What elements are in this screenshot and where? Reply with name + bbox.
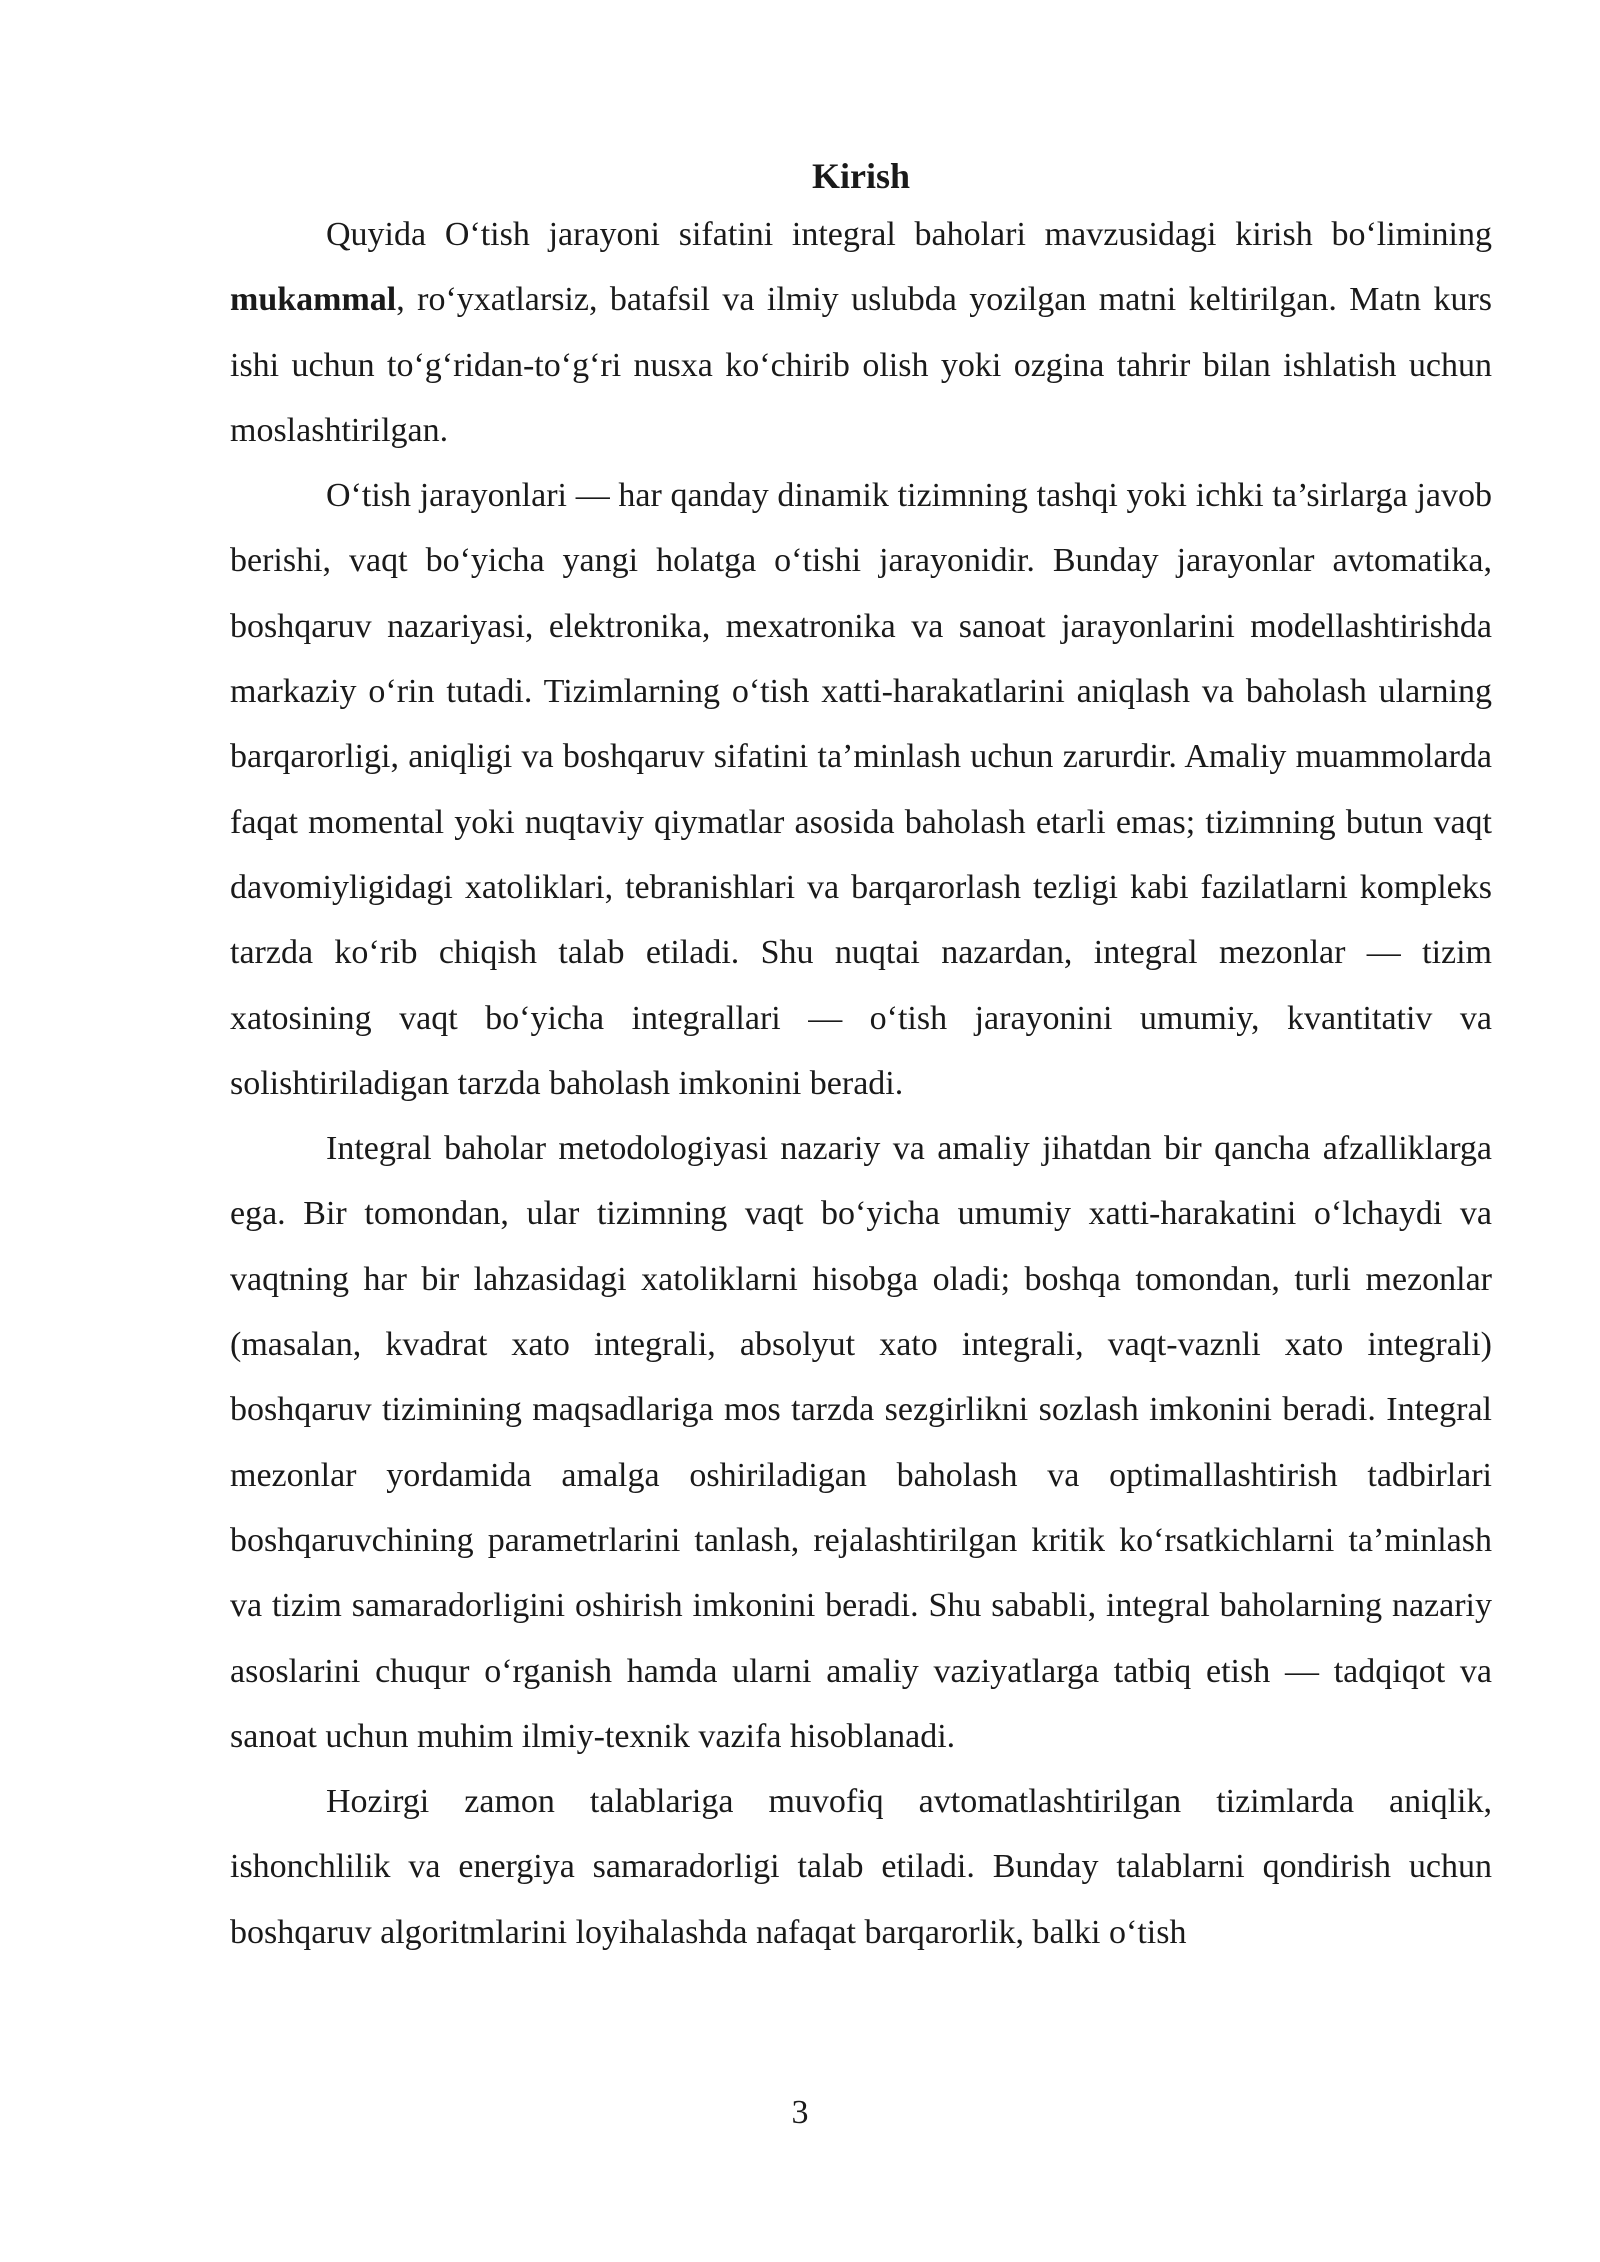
emphasis-word: mukammal xyxy=(230,281,397,319)
section-title: Kirish xyxy=(811,156,910,196)
paragraph-1-text-start: Quyida O‘tish jarayoni sifatini integral baholari mavzusidagi kirish bo‘limining xyxy=(326,216,1492,253)
paragraph-2: O‘tish jarayonlari — har qanday dinamik tizimning tashqi yoki ichki ta’sirlarga javob berishi, vaqt bo‘yicha yangi holatga o‘tishi jarayonidir. Bunday jarayonlar avtomatika, boshqaruv nazariyasi, elektronika, mexatronika va sanoat jarayonlarini modellashtirishda markaziy o‘rin tutadi. Tizimlarning o‘tish xatti-harakatlarini aniqlash va baholash ularning barqarorligi, aniqligi va boshqaruv sifatini ta’minlash uchun zarurdir. Amaliy muammolarda faqat momental yoki nuqtaviy qiymatlar asosida baholash etarli emas; tizimning butun vaqt davomiyligidagi xatoliklari, tebranishlari va barqarorlash tezligi kabi fazilatlarni kompleks tarzda ko‘rib chiqish talab etiladi. Shu nuqtai nazardan, integral mezonlar — tizim xatosining vaqt bo‘yicha integrallari — o‘tish jarayonini umumiy, kvantitativ va solishtiriladigan tarzda baholash imkonini beradi. xyxy=(230,477,1492,1102)
paragraph-3: Integral baholar metodologiyasi nazariy va amaliy jihatdan bir qancha afzalliklarga ega. Bir tomondan, ular tizimning vaqt bo‘yicha umumiy xatti-harakatini o‘lchaydi va vaqtning har bir lahzasidagi xatoliklarni hisobga oladi; boshqa tomondan, turli mezonlar (masalan, kvadrat xato integrali, absolyut xato integrali, vaqt-vaznli xato integrali) boshqaruv tizimining maqsadlariga mos tarzda sezgirlikni sozlash imkonini beradi. Integral mezonlar yordamida amalga oshiriladigan baholash va optimallashtirish tadbirlari boshqaruvchining parametrlarini tanlash, rejalashtirilgan kritik ko‘rsatkichlarni ta’minlash va tizim samaradorligini oshirish imkonini beradi. Shu sababli, integral baholarning nazariy asoslarini chuqur o‘rganish hamda ularni amaliy vaziyatlarga tatbiq etish — tadqiqot va sanoat uchun muhim ilmiy-texnik vazifa hisoblanadi. xyxy=(230,1130,1492,1755)
document-page xyxy=(230,150,1492,1965)
paragraph-4: Hozirgi zamon talablariga muvofiq avtomatlashtirilgan tizimlarda aniqlik, ishonchlilik va energiya samaradorligi talab etiladi. Bunday talablarni qondirish uchun boshqaruv algoritmlarini loyihalashda nafaqat barqarorlik, balki o‘tish xyxy=(230,1783,1492,1951)
page-number: 3 xyxy=(791,2094,809,2131)
paragraph-1 xyxy=(230,202,1492,463)
paragraph-1-text-end: , ro‘yxatlarsiz, batafsil va ilmiy uslubda yozilgan matni keltirilgan. Matn kurs ishi uchun to‘g‘ridan-to‘g‘ri nusxa ko‘chirib olish yoki ozgina tahrir bilan ishlatish uchun moslashtirilgan. xyxy=(230,281,1492,449)
